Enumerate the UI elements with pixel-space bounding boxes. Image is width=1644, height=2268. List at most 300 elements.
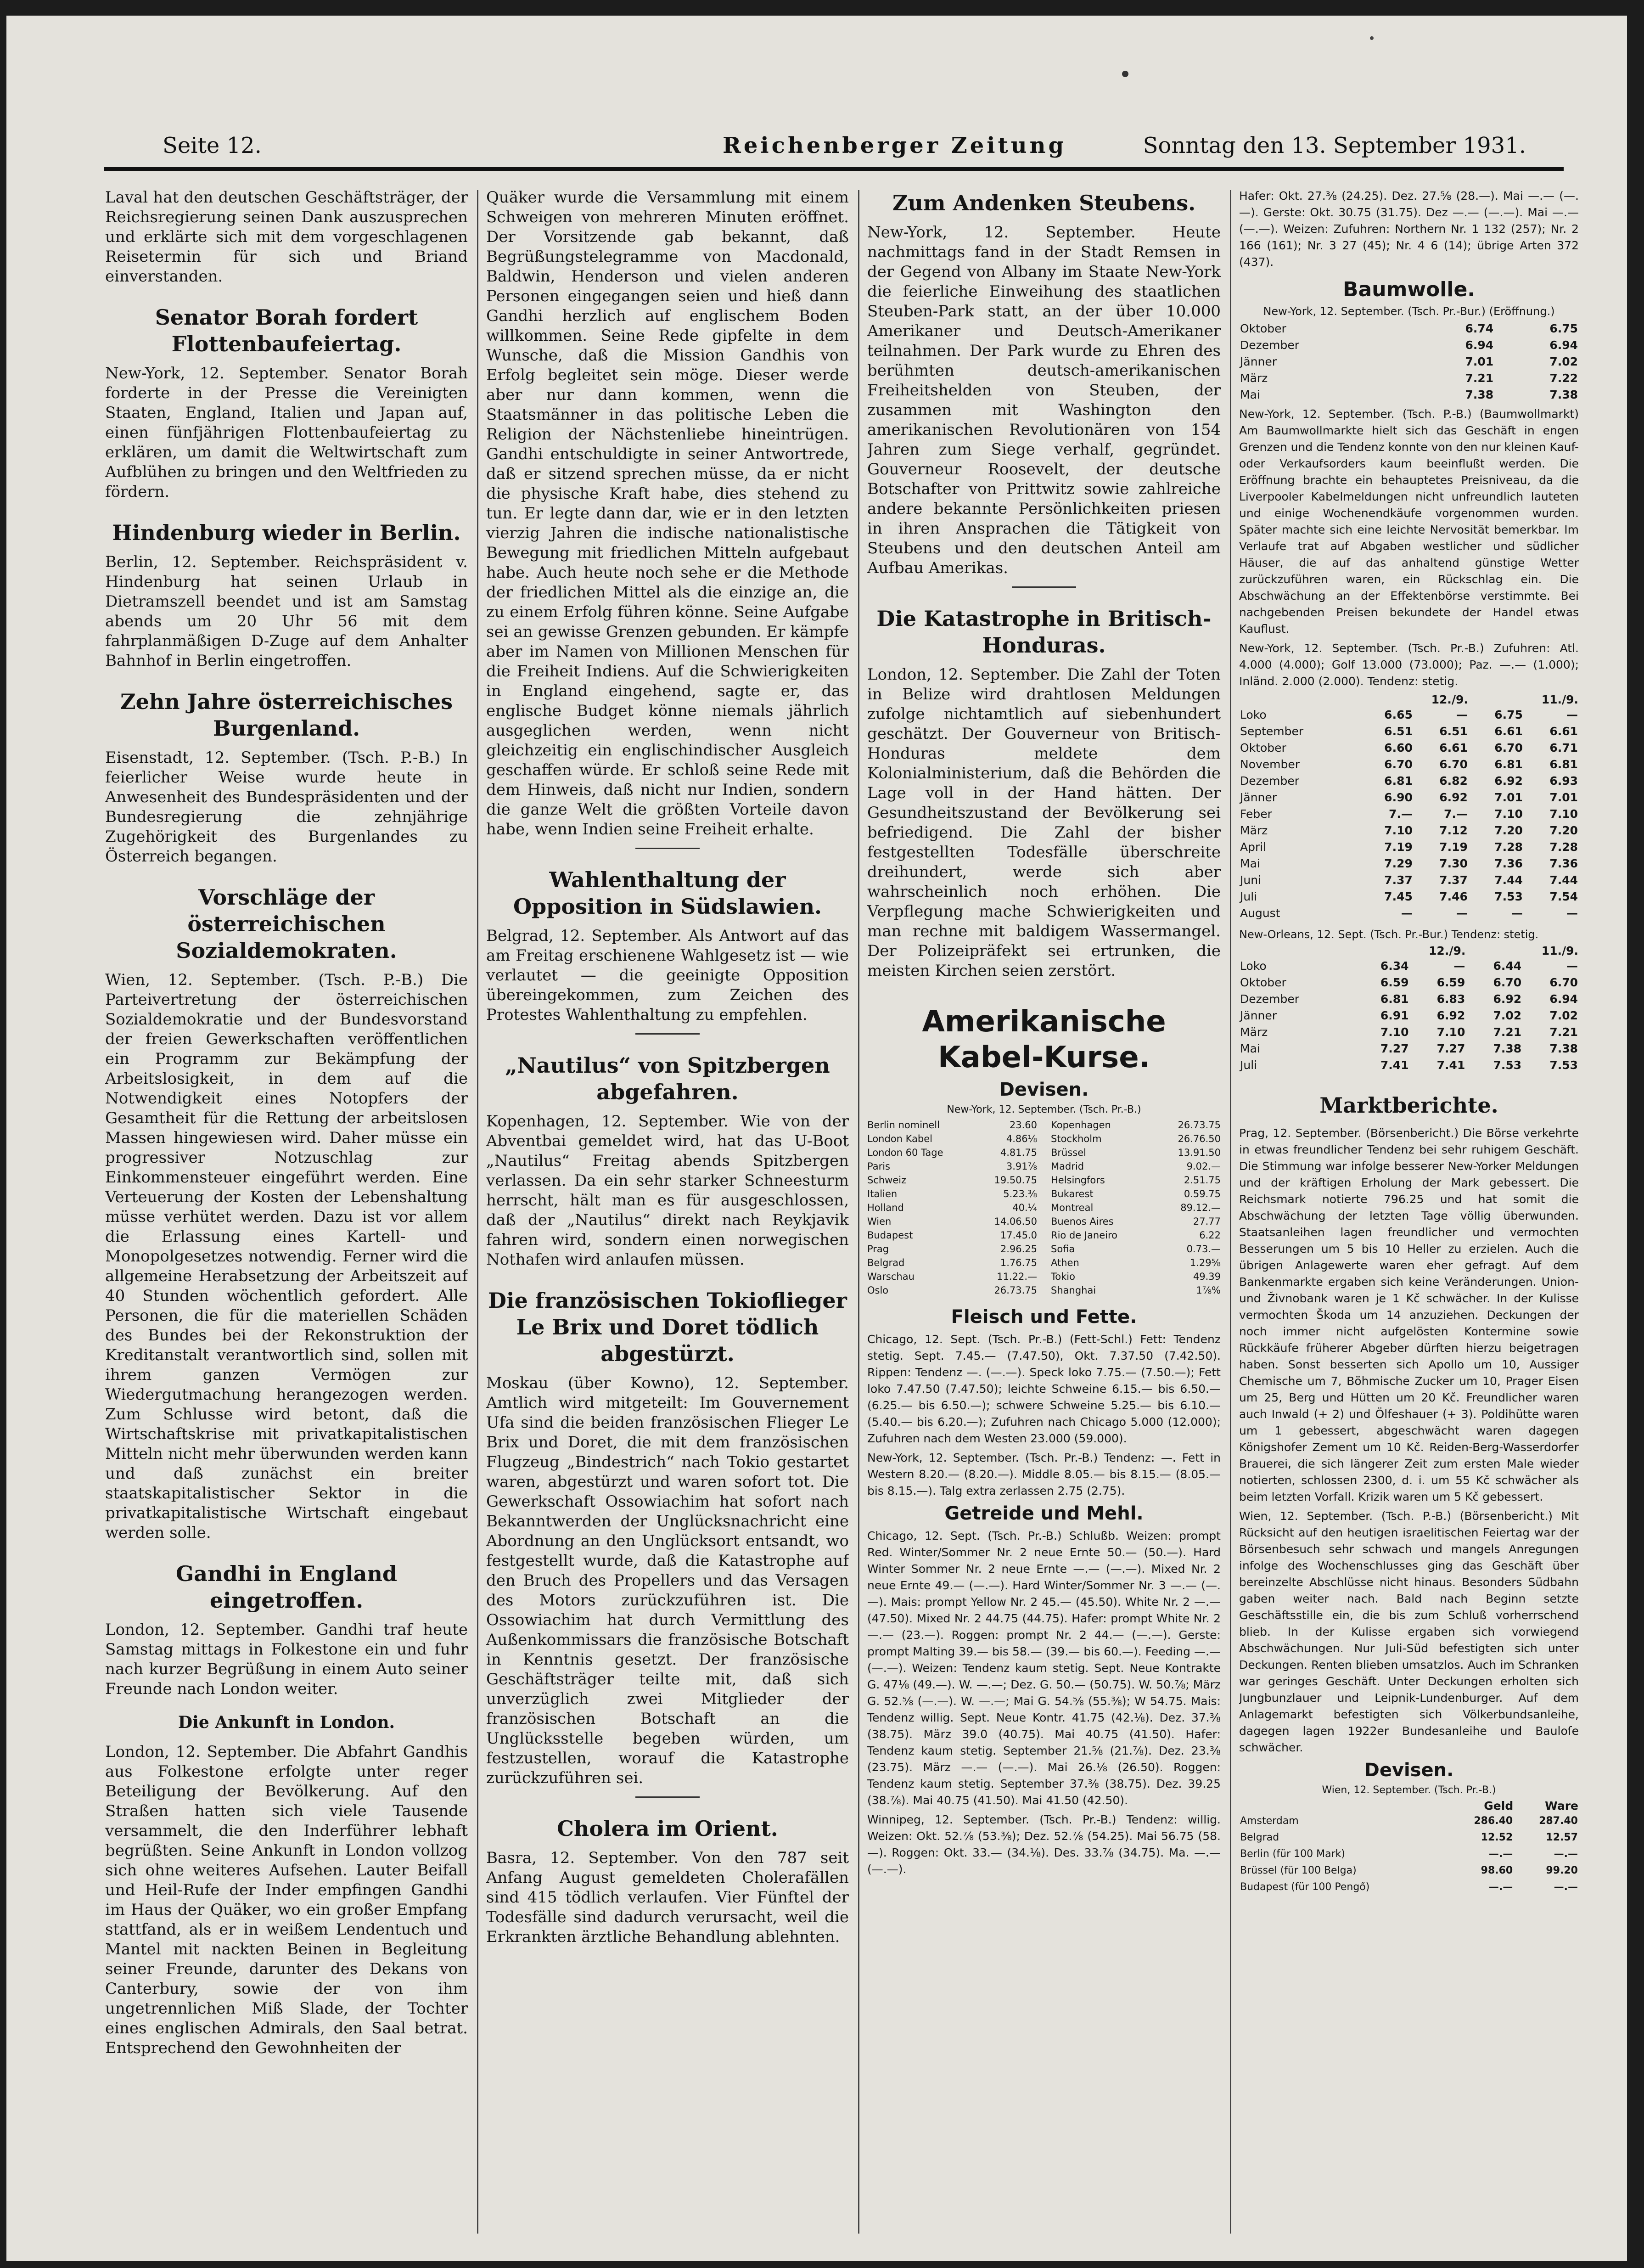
- fx-row: [1051, 1270, 1221, 1283]
- rate-value: 11.22.—: [997, 1271, 1037, 1282]
- currency-name: London 60 Tage: [867, 1147, 943, 1158]
- currency-name: Berlin nominell: [867, 1120, 940, 1131]
- fx-row: [1051, 1146, 1221, 1159]
- price-cell: 7.38: [1549, 388, 1578, 401]
- issue-date: Sonntag den 13. September 1931.: [1143, 133, 1526, 158]
- price-cell: 7.41: [1436, 1058, 1465, 1072]
- headline: Gandhi in England eingetroffen.: [175, 1561, 398, 1613]
- month-cell: Oktober: [1240, 741, 1286, 754]
- fx-row: [867, 1201, 1037, 1215]
- month-cell: November: [1240, 758, 1300, 771]
- month-cell: Oktober: [1240, 976, 1286, 989]
- rate-value: 1.29⅝: [1190, 1257, 1221, 1268]
- column-rule: [1230, 190, 1231, 2234]
- rate-value: 1⅞%: [1196, 1285, 1221, 1296]
- dateline: New-Orleans, 12. Sept. (Tsch. Pr.-Bur.) Tendenz: stetig.: [1239, 928, 1539, 941]
- cotton-opening-table: [1239, 321, 1579, 403]
- price-cell: —: [1456, 708, 1468, 721]
- currency-name: Budapest: [867, 1230, 913, 1241]
- currency-name: Montreal: [1051, 1202, 1094, 1213]
- rate-value: 49.39: [1193, 1271, 1221, 1282]
- subsection-title: Fleisch und Fette.: [951, 1306, 1137, 1328]
- fx-row: [1051, 1242, 1221, 1256]
- rate-value: 13.91.50: [1178, 1147, 1221, 1158]
- table-row: [1239, 1879, 1579, 1896]
- month-cell: Oktober: [1240, 322, 1286, 335]
- currency-name: Brüssel (für 100 Belga): [1240, 1865, 1357, 1876]
- currency-name: Schweiz: [867, 1175, 907, 1186]
- table-row: [1239, 1829, 1579, 1846]
- fx-row: [1051, 1118, 1221, 1132]
- price-cell: 6.81: [1384, 774, 1413, 788]
- rate-value: 12.57: [1546, 1832, 1578, 1843]
- fx-column-right: [1051, 1118, 1221, 1297]
- table-row: [1239, 905, 1579, 922]
- table-row: [1239, 1863, 1579, 1879]
- price-cell: 6.83: [1436, 992, 1465, 1006]
- fx-row: [1051, 1283, 1221, 1297]
- fx-row: [867, 1270, 1037, 1283]
- column-4: [1239, 188, 1579, 2240]
- currency-name: Italien: [867, 1188, 898, 1199]
- currency-name: Wien: [867, 1216, 892, 1227]
- price-cell: —: [1456, 906, 1468, 920]
- headline: Senator Borah fordert Flottenbaufeiertag.: [155, 305, 418, 356]
- month-cell: Jänner: [1240, 791, 1277, 804]
- month-cell: Loko: [1240, 959, 1267, 973]
- market-text: New-York, 12. September. (Tsch. P.-B.) (Baumwollmarkt) Am Baumwollmarkte hielt sich das Geschäft in engen Grenzen und die Tendenz konnte von den nur kleinen Kauf- oder Verkaufsorders kaum beeinflußt werden. Die Eröffnung brachte ein behauptetes Preisniveau, da die Liverpooler Kabelmeldungen nicht unfreundlich lauteten und einige Wochenendkäufe vorgenommen wurden. Später machte sich eine leichte Nervosität bemerkbar. Im Verlaufe trat auf Abgaben westlicher und südlicher Häuser, die auf das anhaltend günstige Wetter zurückzuführen waren, ein Rückschlag ein. Die Abschwächung an der Effektenbörse verstimmte. Bei nachgebenden Preisen bekundete der Handel etwas Kauflust.: [1239, 407, 1579, 636]
- price-cell: 7.20: [1549, 824, 1578, 837]
- article-text: London, 12. September. Die Zahl der Toten in Belize wird drahtlosen Meldungen zufolge nichtamtlich auf siebenhundert geschätzt. Der Gouverneur von Britisch-Honduras meldete dem Kolonialministerium, daß die Behörden die Lage voll in der Hand hätten. Der Gesundheitszustand der Bevölkerung sei befriedigend. Die Zahl der bisher festgestellten Todesfälle überschreite dreihundert, werde sich aber wahrscheinlich noch erhöhen. Die Verpflegung mache Schwierigkeiten und man rechne mit baldigem Wassermangel. Der Polizeipräfekt sei ertrunken, die meisten Kirchen seien zerstört.: [867, 665, 1221, 980]
- month-cell: Juli: [1240, 1058, 1257, 1072]
- rate-value: —.—: [1554, 1848, 1578, 1860]
- ink-speck: [1122, 71, 1128, 77]
- fx-row: [1051, 1132, 1221, 1146]
- month-cell: Jänner: [1240, 1009, 1277, 1022]
- fx-row: [867, 1256, 1037, 1270]
- price-cell: 6.94: [1465, 338, 1494, 352]
- table-row: [1239, 822, 1579, 839]
- table-row: [1239, 1813, 1579, 1829]
- rate-value: 4.86⅛: [1006, 1133, 1037, 1144]
- price-cell: 7.—: [1388, 807, 1413, 821]
- currency-name: Prag: [867, 1244, 889, 1255]
- price-cell: 7.12: [1439, 824, 1468, 837]
- table-row: [1239, 839, 1579, 855]
- rate-value: —.—: [1554, 1881, 1578, 1893]
- table-row: [1239, 354, 1579, 370]
- price-cell: 6.60: [1384, 741, 1413, 754]
- price-cell: 7.21: [1549, 1025, 1578, 1039]
- rate-value: 5.23.⅜: [1003, 1188, 1037, 1199]
- table-row: [1239, 958, 1579, 974]
- price-cell: 7.21: [1493, 1025, 1522, 1039]
- divider: [635, 1796, 700, 1798]
- price-cell: 6.91: [1380, 1009, 1409, 1022]
- subsection-title: Baumwolle.: [1343, 278, 1475, 301]
- price-cell: —: [1453, 959, 1465, 973]
- price-cell: 6.82: [1439, 774, 1468, 788]
- headline: Zehn Jahre österreichisches Burgenland.: [120, 689, 453, 741]
- month-cell: August: [1240, 906, 1280, 920]
- price-cell: 6.44: [1493, 959, 1522, 973]
- month-cell: Dezember: [1240, 774, 1300, 788]
- fx-row: [867, 1173, 1037, 1187]
- month-cell: Loko: [1240, 708, 1267, 721]
- table-row: [1239, 806, 1579, 822]
- article-text: New-York, 12. September. Senator Borah forderte in der Presse die Vereinigten Staaten, England, Italien und Japan auf, einen fünfjährigen Flottenbaufeiertag zu erklären, um damit die Weltwirtschaft zum Aufblühen zu bringen und den Weltfrieden zu fördern.: [105, 364, 468, 501]
- fx-row: [867, 1159, 1037, 1173]
- rate-value: 9.02.—: [1186, 1161, 1221, 1172]
- rate-value: 6.22: [1199, 1230, 1221, 1241]
- headline: Vorschläge der österreichischen Sozialdemokraten.: [176, 885, 397, 963]
- fx-table: [867, 1118, 1221, 1297]
- column-3: [867, 188, 1221, 2240]
- price-cell: 6.70: [1549, 976, 1578, 989]
- price-cell: 7.21: [1465, 371, 1494, 385]
- price-cell: 7.27: [1380, 1042, 1409, 1055]
- column-2: [486, 188, 849, 2240]
- rate-value: —.—: [1488, 1881, 1513, 1893]
- price-cell: 6.70: [1493, 976, 1522, 989]
- article-text: Laval hat den deutschen Geschäftsträger, der Reichsregierung seinen Dank auszusprechen und erklärte sich mit dem vorgeschlagenen Reisetermin für sich und Briand einverstanden.: [105, 188, 468, 286]
- subheadline: Die Ankunft in London.: [178, 1713, 395, 1732]
- article-text: Quäker wurde die Versammlung mit einem Schweigen von mehreren Minuten eröffnet. Der Vorsitzende gab bekannt, daß Begrüßungstelegramme von Macdonald, Baldwin, Henderson und vielen anderen Personen eingegangen seien und hieß dann Gandhi herzlich auf englischem Boden willkommen. Seine Rede gipfelte in dem Wunsche, daß die Mission Gandhis von Erfolg begleitet sein möge. Dieser werde aber nur dann kommen, wenn die Staatsmänner in das politische Leben die Religion der Nächstenliebe hineintrügen. Gandhi entschuldigte in seiner Antwortrede, daß er sitzend sprechen müsse, da er nicht die physische Kraft habe, dies stehend zu tun. Er legte dann dar, wie er in den letzten vierzig Jahren die indische nationalistische Bewegung mit friedlichen Mitteln aufgebaut habe. Auch heute noch sehe er die Methode der friedlichen Mittel als die einzige an, die zu einem Erfolg führen könne. Seine Aufgabe sei an gewisse Grenzen gebunden. Er kämpfe aber im Namen von Millionen Menschen für die Freiheit Indiens. Auf die Schwierigkeiten in England eingehend, sagte er, das englische Budget könne niemals jährlich ausgeglichen werden, wenn nicht gleichzeitig ein englischindischer Ausgleich geschaffen würde. Er schloß seine Rede mit dem Hinweis, daß nicht nur Indien, sondern die ganze Welt die größten Vorteile davon habe, wenn Indien seine Freiheit erhalte.: [486, 188, 849, 839]
- table-row: [1239, 723, 1579, 740]
- currency-name: Holland: [867, 1202, 904, 1213]
- month-cell: Mai: [1240, 857, 1260, 870]
- price-cell: 7.46: [1439, 890, 1468, 903]
- fx-row: [1051, 1159, 1221, 1173]
- price-cell: 6.61: [1494, 725, 1523, 738]
- table-row: [1239, 1057, 1579, 1074]
- table-row: [1239, 707, 1579, 723]
- rate-value: 26.73.75: [994, 1285, 1037, 1296]
- price-cell: 6.90: [1384, 791, 1413, 804]
- price-cell: 6.59: [1436, 976, 1465, 989]
- price-cell: 7.38: [1493, 1042, 1522, 1055]
- price-cell: 6.71: [1549, 741, 1578, 754]
- currency-name: Paris: [867, 1161, 890, 1172]
- currency-name: Kopenhagen: [1051, 1120, 1111, 1131]
- price-cell: 6.70: [1384, 758, 1413, 771]
- price-cell: 7.36: [1494, 857, 1523, 870]
- price-cell: 6.59: [1380, 976, 1409, 989]
- rate-value: 27.77: [1193, 1216, 1221, 1227]
- rate-value: 12.52: [1481, 1832, 1513, 1843]
- price-cell: 7.01: [1549, 791, 1578, 804]
- market-text: Wien, 12. September. (Tsch. P.-B.) (Börsenbericht.) Mit Rücksicht auf den heutigen israelitischen Feiertag war der Börsenbesuch sehr schwach und mangels Anregungen infolge des Wochenschlusses ging das Geschäft über bereinzelte Abschlüsse nicht hinaus. Besonders Südbahn gaben weiter nach. Bald nach Beginn setzte Geschäftsstille ein, die bis zum Schluß vorherrschend blieb. In der Kulisse ergaben sich vorwiegend Abschwächungen. Nur Juli-Süd befestigten sich unter Deckungen. Renten blieben umsatzlos. Auch im Schranken war geringes Geschäft. Unter Deckungen erholten sich Jungbunzlauer und Leipnik-Lundenburger. Auf dem Anlagemarkt befestigten sich Völkerbundsanleihe, dagegen lagen 1922er Bundesanleihe und Bauloſe schwächer.: [1239, 1509, 1579, 1754]
- section-title: Amerikanische Kabel-Kurse.: [922, 1005, 1166, 1075]
- table-row: [1239, 855, 1579, 872]
- rate-value: 26.76.50: [1178, 1133, 1221, 1144]
- rate-value: 19.50.75: [994, 1175, 1037, 1186]
- month-cell: März: [1240, 371, 1268, 385]
- article-text: Eisenstadt, 12. September. (Tsch. P.-B.) In feierlicher Weise wurde heute in Anwesenheit des Bundespräsidenten und der Bundesregierung die zehnjährige Zugehörigkeit des Burgenlandes zu Österreich begangen.: [105, 748, 468, 866]
- subsection-title: Devisen.: [999, 1079, 1089, 1100]
- fx-row: [1051, 1215, 1221, 1228]
- rate-value: 287.40: [1539, 1815, 1578, 1827]
- currency-name: Amsterdam: [1240, 1815, 1299, 1827]
- table-row: [1239, 321, 1579, 337]
- price-cell: 6.61: [1439, 741, 1468, 754]
- month-cell: Feber: [1240, 807, 1272, 821]
- month-cell: Dezember: [1240, 992, 1300, 1006]
- rate-value: —.—: [1488, 1848, 1513, 1860]
- headline: Marktberichte.: [1319, 1093, 1498, 1118]
- rate-value: 98.60: [1481, 1865, 1513, 1876]
- price-cell: 6.93: [1549, 774, 1578, 788]
- fx-row: [1051, 1228, 1221, 1242]
- masthead: [103, 133, 1572, 165]
- cotton-neworleans-table: [1239, 944, 1579, 1074]
- currency-name: Belgrad: [867, 1257, 905, 1268]
- price-cell: 7.53: [1493, 1058, 1522, 1072]
- price-cell: 6.34: [1380, 959, 1409, 973]
- market-text: Chicago, 12. Sept. (Tsch. Pr.-B.) (Fett-Schl.) Fett: Tendenz stetig. Sept. 7.45.— (7.47.50), Okt. 7.37.50 (7.42.50). Rippen: Tendenz —. (—.—). Speck loko 7.75.— (7.50.—); Fett loko 7.47.50 (7.47.50); leichte Schweine 6.15.— bis 6.50.— (6.25.— bis 6.50.—); schwere Schweine 5.25.— bis 6.10.— (5.40.— bis 6.20.—); Zufuhren nach Chicago 5.000 (12.000); Zufuhren nach dem Westen 23.000 (59.000).: [867, 1333, 1221, 1445]
- article-text: Moskau (über Kowno), 12. September. Amtlich wird mitgeteilt: Im Gouvernement Ufa sind die beiden französischen Flieger Le Brix und Doret, die mit dem französischen Flugzeug „Bindestrich“ nach Tokio gestartet waren, abgestürzt und waren sofort tot. Die Gewerkschaft Ossowiachim hat sofort nach Bekanntwerden der Unglücksnachricht eine Abordnung an den Unglücksort entsandt, wo festgestellt wurde, daß die Katastrophe auf den Bruch des Propellers und das Versagen des Motors zurückzuführen ist. Die Ossowiachim hat durch Vermittlung des Außenkommissars die französische Botschaft in Kenntnis gesetzt. Der französische Geschäftsträger teilte mit, daß sich unverzüglich zwei Mitglieder der französischen Botschaft an die Unglücksstelle begeben würden, um festzustellen, worauf die Katastrophe zurückzuführen sei.: [486, 1374, 849, 1787]
- headline: Zum Andenken Steubens.: [892, 191, 1196, 215]
- price-cell: 6.92: [1436, 1009, 1465, 1022]
- page-number: Seite 12.: [163, 133, 262, 158]
- headline: Wahlenthaltung der Opposition in Südslawien.: [513, 867, 822, 919]
- fx-row: [867, 1132, 1037, 1146]
- table-row: [1239, 1007, 1579, 1024]
- newspaper-page: [6, 16, 1627, 2261]
- dateline: Wien, 12. September. (Tsch. Pr.-B.): [1322, 1784, 1496, 1796]
- table-row: [1239, 740, 1579, 756]
- table-row: [1239, 387, 1579, 403]
- price-cell: 7.02: [1493, 1009, 1522, 1022]
- subsection-title: Getreide und Mehl.: [944, 1503, 1144, 1524]
- masthead-rule: [104, 167, 1564, 171]
- price-cell: 7.01: [1494, 791, 1523, 804]
- market-text: Winnipeg, 12. September. (Tsch. Pr.-B.) Tendenz: willig. Weizen: Okt. 52.⅞ (53.⅜); Dez. 52.⅞ (54.25). Mai 56.75 (58.—). Roggen: Okt. 33.— (34.⅛). Des. 33.⅞ (34.75). Ma. —.— (—.—).: [867, 1813, 1221, 1876]
- month-cell: Dezember: [1240, 338, 1300, 352]
- price-cell: 7.37: [1384, 873, 1413, 887]
- price-cell: 6.51: [1439, 725, 1468, 738]
- price-cell: —: [1566, 708, 1578, 721]
- column-rule: [858, 190, 859, 2234]
- rate-value: 14.06.50: [994, 1216, 1037, 1227]
- fx-row: [1051, 1173, 1221, 1187]
- column-header: 11./9.: [1541, 693, 1578, 706]
- table-row: [1239, 1846, 1579, 1863]
- currency-name: Belgrad: [1240, 1832, 1279, 1843]
- price-cell: 7.29: [1384, 857, 1413, 870]
- article-text: Berlin, 12. September. Reichspräsident v. Hindenburg hat seinen Urlaub in Dietramszell beendet und ist am Samstag abends um 20 Uhr 56 mit dem fahrplanmäßigen D-Zuge auf dem Anhalter Bahnhof in Berlin eingetroffen.: [105, 553, 468, 670]
- table-row: [1239, 1041, 1579, 1057]
- article-text: Basra, 12. September. Von den 787 seit Anfang August gemeldeten Cholerafällen sind 415 tödlich verlaufen. Vier Fünftel der Todesfälle sind dadurch verursacht, weil die Erkrankten ärztliche Behandlung ablehnten.: [486, 1849, 849, 1946]
- article-text: New-York, 12. September. Heute nachmittags fand in der Stadt Remsen in der Gegend von Albany im Staate New-York die feierliche Einweihung des staatlichen Steuben-Park statt, an der über 10.000 Amerikaner und Deutsch-Amerikaner teilnahmen. Der Park wurde zu Ehren des berühmten deutsch-amerikanischen Freiheitshelden von Steuben, der zusammen mit Washington den amerikanischen Revolutionären von 154 Jahren zum Siege verhalf, gegründet. Gouverneur Roosevelt, der deutsche Botschafter von Prittwitz sowie zahlreiche andere bekannte Persönlichkeiten priesen in ihren Ansprachen die Tätigkeit von Steubens und den deutschen Anteil am Aufbau Amerikas.: [867, 223, 1221, 577]
- price-cell: 7.45: [1384, 890, 1413, 903]
- month-cell: September: [1240, 725, 1304, 738]
- price-cell: 7.19: [1384, 840, 1413, 854]
- table-row: [1239, 756, 1579, 773]
- price-cell: 6.92: [1494, 774, 1523, 788]
- rate-value: 2.51.75: [1184, 1175, 1221, 1186]
- currency-name: Athen: [1051, 1257, 1079, 1268]
- column-header: 12./9.: [1431, 693, 1468, 706]
- price-cell: 7.—: [1443, 807, 1468, 821]
- newspaper-title: Reichenberger Zeitung: [723, 133, 1067, 158]
- price-cell: —: [1566, 959, 1578, 973]
- price-cell: —: [1566, 906, 1578, 920]
- table-row: [1239, 773, 1579, 789]
- month-cell: Jänner: [1240, 355, 1277, 368]
- currency-name: Tokio: [1051, 1271, 1075, 1282]
- headline: Die Katastrophe in Britisch-Honduras.: [876, 606, 1212, 658]
- price-cell: 7.53: [1549, 1058, 1578, 1072]
- month-cell: April: [1240, 840, 1267, 854]
- table-row: [1239, 1024, 1579, 1041]
- price-cell: 6.70: [1439, 758, 1468, 771]
- price-cell: 7.37: [1439, 873, 1468, 887]
- price-cell: 7.30: [1439, 857, 1468, 870]
- month-cell: März: [1240, 824, 1268, 837]
- rate-value: 23.60: [1009, 1120, 1037, 1131]
- rate-value: 26.73.75: [1178, 1120, 1221, 1131]
- rate-value: 2.96.25: [1000, 1244, 1037, 1255]
- price-cell: 6.92: [1493, 992, 1522, 1006]
- price-cell: 7.38: [1549, 1042, 1578, 1055]
- month-cell: März: [1240, 1025, 1268, 1039]
- price-cell: 7.28: [1549, 840, 1578, 854]
- fx-row: [867, 1187, 1037, 1201]
- rate-value: 3.91⅞: [1006, 1161, 1037, 1172]
- fx-row: [867, 1118, 1037, 1132]
- currency-name: Berlin (für 100 Mark): [1240, 1848, 1345, 1860]
- price-cell: —: [1511, 906, 1523, 920]
- currency-name: Oslo: [867, 1285, 889, 1296]
- price-cell: 7.20: [1494, 824, 1523, 837]
- fx-row: [1051, 1187, 1221, 1201]
- article-text: Belgrad, 12. September. Als Antwort auf das am Freitag erschienene Wahlgesetz ist — wie verlautet — die geeinigte Opposition übereingekommen, zum Zeichen des Protestes Wahlenthaltung zu empfehlen.: [486, 927, 849, 1024]
- fx-row: [867, 1146, 1037, 1159]
- price-cell: 6.92: [1439, 791, 1468, 804]
- price-cell: 7.10: [1380, 1025, 1409, 1039]
- fx-row: [867, 1283, 1037, 1297]
- currency-name: Stockholm: [1051, 1133, 1102, 1144]
- market-text: Prag, 12. September. (Börsenbericht.) Die Börse verkehrte in etwas freundlicher Tendenz bei sehr ruhigem Geschäft. Die Stimmung war infolge besserer New-Yorker Meldungen und der kräftigen Erholung der Mark gebessert. Die Reichsmark notierte 796.25 und hat somit die Abschwächung der letzten Tage völlig überwunden. Staatsanleihen lagen freundlicher und vermochten Besserungen um 5 bis 10 Heller zu erzielen. Auch die übrigen Anlagewerte waren eher gefragt. Auf dem Bankenmarkte ergaben sich keine Veränderungen. Union- und Živnobank waren je 1 Kč schwächer. In der Kulisse vermochten Škoda um 14 anzuziehen. Deckungen der noch immer nicht aufgelösten Kontermine sowie Rückkäufe früherer Abgeber dürften hierzu beigetragen haben. Sonst besserten sich Apollo um 10, Aussiger Chemische um 7, Böhmische Zucker um 10, Prager Eisen um 25, Berg und Hütten um 20 Kč. Freundlicher waren auch Inwald (+ 2) und Ölfeshauer (+ 3). Poldihütte waren um 1 gebessert, abgeschwächt waren dagegen Königshofer Zement um 10 Kč. Reiden-Berg-Wasserdorfer Brauerei, die sich längerer Zeit zum ersten Male wieder notierten, schlossen 2300, d. i. um 55 Kč schwächer als beim letzten Vorfall. Krizik waren um 5 Kč gebessert.: [1239, 1126, 1579, 1503]
- market-text: Chicago, 12. Sept. (Tsch. Pr.-B.) Schlußb. Weizen: prompt Red. Winter/Sommer Nr. 2 neue Ernte 50.— (50.—). Hard Winter Sommer Nr. 2 neue Ernte —.— (—.—). Mixed Nr. 2 neue Ernte 49.— (—.—). Hard Winter/Sommer Nr. 3 —.— (—.—). Mais: prompt Yellow Nr. 2 45.— (45.50). White Nr. 2 —.— (47.50). Mixed Nr. 2 44.75 (44.75). Hafer: prompt White Nr. 2 —.— (23.—). Roggen: prompt Nr. 2 44.— (—.—). Gerste: prompt Malting 39.— bis 58.— (39.— bis 60.—). Feeding —.— (—.—). Weizen: Tendenz kaum stetig. Sept. Neue Kontrakte G. 47⅛ (49.—). W. —.—; Dez. G. 50.— (50.75). W. 50.⅞; März G. 52.⅝ (—.—). W. —.—; Mai G. 54.⅝ (55.⅜); W 54.75. Mais: Tendenz willig. Sept. Neue Kontr. 41.75 (42.⅛). Dez. 37.⅜ (38.75). März 39.0 (40.75). Mai 40.75 (41.50). Hafer: Tendenz kaum stetig. September 21.⅝ (21.⅞). Dez. 23.⅜ (23.75). März —.— (—.—). Mai 26.⅛ (26.50). Roggen: Tendenz kaum stetig. September 37.⅜ (38.75). Dez. 39.25 (38.⅞). Mai 40.75 (41.50). Mai 41.50 (42.50).: [867, 1529, 1221, 1807]
- price-cell: 7.10: [1494, 807, 1523, 821]
- price-cell: 7.10: [1384, 824, 1413, 837]
- price-cell: 7.01: [1465, 355, 1494, 368]
- market-text: New-York, 12. September. (Tsch. Pr.-B.) Tendenz: —. Fett in Western 8.20.— (8.20.—). Middle 8.05.— bis 8.15.— (8.05.— bis 8.15.—). Talg extra zerlassen 2.75 (2.75).: [867, 1451, 1221, 1497]
- headline: Cholera im Orient.: [557, 1816, 778, 1841]
- price-cell: 7.44: [1494, 873, 1523, 887]
- headline: „Nautilus“ von Spitzbergen abgefahren.: [505, 1053, 830, 1104]
- rate-value: 40.¼: [1012, 1202, 1037, 1213]
- article-text: London, 12. September. Gandhi traf heute Samstag mittags in Folkestone ein und fuhr nach kurzer Begrüßung in einem Auto seiner Freunde nach London weiter.: [105, 1621, 468, 1698]
- price-cell: 7.02: [1549, 1009, 1578, 1022]
- price-cell: 6.75: [1549, 322, 1578, 335]
- currency-name: Rio de Janeiro: [1051, 1230, 1118, 1241]
- price-cell: 7.53: [1494, 890, 1523, 903]
- currency-name: Buenos Aires: [1051, 1216, 1114, 1227]
- market-text: Hafer: Okt. 27.⅜ (24.25). Dez. 27.⅝ (28.—). Mai —.— (—.—). Gerste: Okt. 30.75 (31.75). Dez —.— (—.—). Mai —.— (—.—). Weizen: Zufuhren: Northern Nr. 1 132 (257); Nr. 2 166 (161); Nr. 3 27 (45); Nr. 4 6 (14); übrige Arten 372 (437).: [1239, 189, 1579, 269]
- fx-row: [867, 1242, 1037, 1256]
- price-cell: 6.94: [1549, 992, 1578, 1006]
- column-header: Ware: [1545, 1799, 1578, 1812]
- price-cell: 7.19: [1439, 840, 1468, 854]
- subsection-title: Devisen.: [1364, 1760, 1454, 1781]
- price-cell: 7.36: [1549, 857, 1578, 870]
- currency-name: Madrid: [1051, 1161, 1084, 1172]
- price-cell: 6.65: [1384, 708, 1413, 721]
- price-cell: 7.22: [1549, 371, 1578, 385]
- month-cell: Mai: [1240, 388, 1260, 401]
- table-row: [1239, 789, 1579, 806]
- table-row: [1239, 889, 1579, 905]
- divider: [635, 848, 700, 849]
- column-header: 11./9.: [1541, 944, 1578, 957]
- table-row: [1239, 872, 1579, 889]
- price-cell: 7.54: [1549, 890, 1578, 903]
- article-text: Wien, 12. September. (Tsch. P.-B.) Die Parteivertretung der österreichischen Sozialdemokratie und der Bundesvorstand der freien Gewerkschaften veröffentlichen ein Programm zur Bekämpfung der Arbeitslosigkeit, in dem auf die Notwendigkeit eines Notopfers der Gesamtheit für die Rettung der arbeitslosen Massen hingewiesen wird. Daher müsse ein progressiver Notzuschlag zur Einkommensteuer eingeführt werden. Eine Verteuerung der Kosten der Lebenshaltung müsse verhütet werden. Dazu ist vor allem die Erlassung eines Kartell- und Monopolgesetzes notwendig. Ferner wird die allgemeine Herabsetzung der Arbeitszeit auf 40 Stunden wöchentlich gefordert. Alle Personen, die für die materiellen Schäden des Bundes bei der Rekonstruktion der Kreditanstalt verantwortlich sind, sollen mit ihrem ganzen Vermögen zur Wiedergutmachung herangezogen werden. Zum Schlusse wird betont, daß die Wirtschaftskrise mit privatkapitalistischen Mitteln nicht mehr überwunden werden kann und daß zunächst ein breiter staatskapitalistischer Sektor in die privatkapitalistische Wirtschaft eingebaut werden solle.: [105, 971, 468, 1542]
- month-cell: Juni: [1240, 873, 1262, 887]
- month-cell: Mai: [1240, 1042, 1260, 1055]
- currency-name: Brüssel: [1051, 1147, 1086, 1158]
- price-cell: 6.81: [1380, 992, 1409, 1006]
- price-cell: 7.10: [1549, 807, 1578, 821]
- cotton-newyork-table: [1239, 692, 1579, 922]
- currency-name: London Kabel: [867, 1133, 933, 1144]
- rate-value: 1.76.75: [1000, 1257, 1037, 1268]
- price-cell: 6.70: [1494, 741, 1523, 754]
- dateline: New-York, 12. September. (Tsch. Pr.-Bur.) (Eröffnung.): [1263, 305, 1555, 318]
- rate-value: 286.40: [1474, 1815, 1513, 1827]
- table-row: [1239, 991, 1579, 1007]
- price-cell: 7.27: [1436, 1042, 1465, 1055]
- divider: [635, 1033, 700, 1035]
- rate-value: 4.81.75: [1000, 1147, 1037, 1158]
- vienna-fx-table: [1239, 1799, 1579, 1896]
- article-text: Kopenhagen, 12. September. Wie von der Abventbai gemeldet wird, hat das U-Boot „Nautilus“ Freitag abends Spitzbergen verlassen. Da ein sehr starker Schneesturm herrscht, hält man es für ausgeschlossen, daß der „Nautilus“ direkt nach Reykjavik fahren wird, sondern einen norwegischen Nothafen wird anlaufen müssen.: [486, 1112, 849, 1269]
- fx-row: [867, 1228, 1037, 1242]
- fx-column-left: [867, 1118, 1037, 1297]
- rate-value: 89.12.—: [1180, 1202, 1221, 1213]
- rate-value: 99.20: [1546, 1865, 1578, 1876]
- currency-name: Warschau: [867, 1271, 915, 1282]
- currency-name: Budapest (für 100 Pengő): [1240, 1881, 1370, 1893]
- fx-row: [867, 1215, 1037, 1228]
- price-cell: 7.41: [1380, 1058, 1409, 1072]
- rate-value: 0.73.—: [1186, 1244, 1221, 1255]
- column-header: Geld: [1484, 1799, 1514, 1812]
- price-cell: —: [1401, 906, 1413, 920]
- price-cell: 7.28: [1494, 840, 1523, 854]
- price-cell: 7.02: [1549, 355, 1578, 368]
- fx-row: [1051, 1201, 1221, 1215]
- fx-row: [1051, 1256, 1221, 1270]
- rate-value: 0.59.75: [1184, 1188, 1221, 1199]
- price-cell: 7.10: [1436, 1025, 1465, 1039]
- currency-name: Sofia: [1051, 1244, 1075, 1255]
- headline: Hindenburg wieder in Berlin.: [112, 520, 461, 545]
- currency-name: Bukarest: [1051, 1188, 1094, 1199]
- divider: [1012, 586, 1076, 588]
- ink-speck: [1370, 36, 1374, 40]
- table-row: [1239, 370, 1579, 387]
- article-text: London, 12. September. Die Abfahrt Gandhis aus Folkestone erfolgte unter reger Beteiligung der Bevölkerung. Auf den Straßen hatten sich viele Tausende versammelt, die den Inderführer lebhaft begrüßten. Seine Ankunft in London vollzog sich ohne weiteres Aufsehen. Lauter Beifall und Heil-Rufe der Inder empfingen Gandhi im Haus der Quäker, wo ein großer Empfang stattfand, als er in weißem Lendentuch und Mantel mit nackten Beinen in Begleitung seiner Freunde, darunter des Dekans von Canterbury, sowie der von ihm ungetrennlichen Miß Slade, der Tochter eines englischen Admirals, den Saal betrat. Entsprechend den Gewohnheiten der: [105, 1743, 468, 2057]
- month-cell: Juli: [1240, 890, 1257, 903]
- price-cell: 7.44: [1549, 873, 1578, 887]
- price-cell: 6.51: [1384, 725, 1413, 738]
- price-cell: 7.38: [1465, 388, 1494, 401]
- table-row: [1239, 974, 1579, 991]
